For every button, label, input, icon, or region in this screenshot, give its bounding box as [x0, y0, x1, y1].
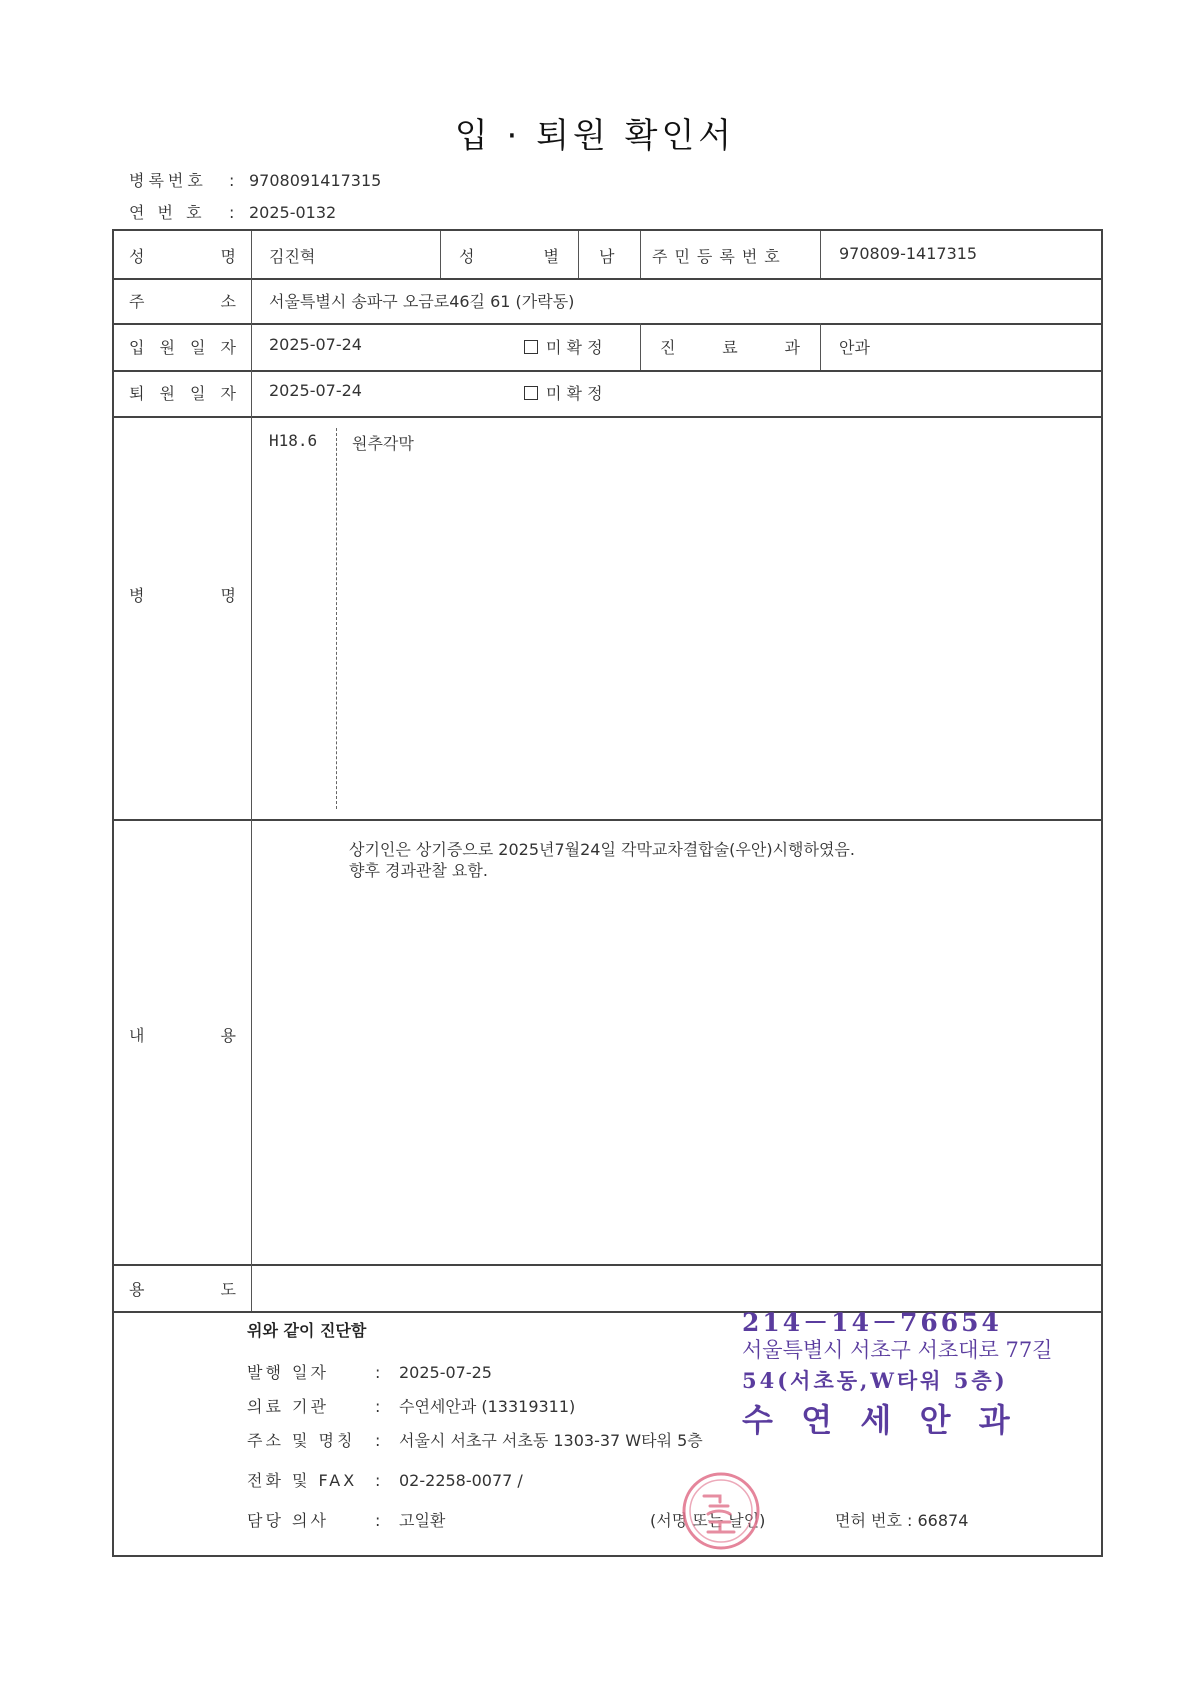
- cell-divider: [820, 323, 821, 370]
- institution-address-value: 서울시 서초구 서초동 1303-37 W타워 5층: [399, 1431, 703, 1450]
- address-label: 주 소: [129, 292, 236, 311]
- attending-doctor-value: 고일환: [399, 1511, 446, 1530]
- row-divider: [114, 819, 1101, 821]
- diagnosis-dashed-divider: [336, 428, 337, 809]
- record-number-label: 병록번호: [129, 171, 207, 190]
- phone-fax: 전화 및 FAX : 02-2258-0077 /: [247, 1471, 523, 1490]
- rrn-value: 970809-1417315: [839, 244, 978, 263]
- stamp-business-number: 214－14－76654: [742, 1308, 1002, 1337]
- document-title: 입 · 퇴원 확인서: [454, 116, 736, 156]
- discharge-undetermined-checkbox: [524, 386, 538, 400]
- admit-date-value: 2025-07-24: [269, 335, 362, 354]
- diagnosis-code: H18.6: [269, 431, 318, 450]
- cell-divider: [640, 231, 641, 278]
- content-label: 내 용: [129, 1026, 236, 1045]
- stamp-clinic-name: 수 연 세 안 과: [742, 1401, 1012, 1439]
- cell-divider: [440, 231, 441, 278]
- discharge-date-value: 2025-07-24: [269, 381, 362, 400]
- admit-date-label: 입 원 일 자: [129, 338, 236, 357]
- attending-doctor: 담당 의사 : 고일환: [247, 1511, 446, 1530]
- cell-divider: [820, 231, 821, 278]
- name-value: 김진혁: [269, 247, 316, 266]
- cell-divider: [578, 231, 579, 278]
- sex-value: 남: [599, 247, 615, 266]
- doctor-seal: [680, 1470, 762, 1552]
- dept-label: 진 료 과: [660, 338, 800, 357]
- name-label: 성 명: [129, 247, 236, 266]
- content-line-1: 상기인은 상기증으로 2025년7월24일 각막교차결합술(우안)시행하였음.: [349, 840, 855, 859]
- record-number: 병록번호 : 9708091417315: [129, 168, 381, 191]
- license-number-label: 면허 번호 :: [835, 1511, 913, 1530]
- row-divider: [114, 278, 1101, 280]
- row-divider: [114, 416, 1101, 418]
- diagnosis-label: 병 명: [129, 586, 236, 605]
- sex-label: 성 별: [459, 247, 559, 266]
- issue-date: 발행 일자 : 2025-07-25: [247, 1363, 492, 1382]
- row-divider: [114, 1264, 1101, 1266]
- dept-value: 안과: [839, 338, 870, 357]
- phone-fax-value: 02-2258-0077 /: [399, 1471, 523, 1490]
- row-divider: [114, 370, 1101, 372]
- medical-institution-value: 수연세안과 (13319311): [399, 1397, 576, 1416]
- cell-divider: [640, 323, 641, 370]
- row-divider: [114, 323, 1101, 325]
- admit-undetermined-checkbox: [524, 340, 538, 354]
- license-number-value: 66874: [917, 1511, 969, 1530]
- sign-note: (서명 또는 날인): [650, 1511, 766, 1530]
- issue-date-value: 2025-07-25: [399, 1363, 492, 1382]
- stamp-address-line-1: 서울특별시 서초구 서초대로 77길: [742, 1338, 1053, 1362]
- stamp-address-line-2: 54(서초동,W타워 5층): [742, 1368, 1008, 1393]
- license-number: [835, 1508, 968, 1531]
- admit-undetermined: 미 확 정: [524, 335, 603, 358]
- serial-number: 연 번 호 : 2025-0132: [129, 200, 336, 223]
- discharge-date-label: 퇴 원 일 자: [129, 384, 236, 403]
- address-value: 서울특별시 송파구 오금로46길 61 (가락동): [269, 292, 575, 311]
- record-number-value: 9708091417315: [249, 171, 382, 190]
- serial-number-label: 연 번 호: [129, 203, 206, 222]
- diagnosis-name: 원추각막: [352, 434, 414, 453]
- medical-institution: 의료 기관 : 수연세안과 (13319311): [247, 1397, 576, 1416]
- discharge-undetermined: 미 확 정: [524, 381, 603, 404]
- statement: 위와 같이 진단함: [247, 1321, 367, 1340]
- rrn-label: 주민등록번호: [652, 247, 787, 266]
- purpose-label: 용 도: [129, 1280, 236, 1299]
- serial-number-value: 2025-0132: [249, 203, 337, 222]
- label-divider: [251, 231, 252, 1311]
- institution-address: 주소 및 명칭 : 서울시 서초구 서초동 1303-37 W타워 5층: [247, 1431, 703, 1450]
- content-line-2: 향후 경과관찰 요함.: [349, 861, 488, 880]
